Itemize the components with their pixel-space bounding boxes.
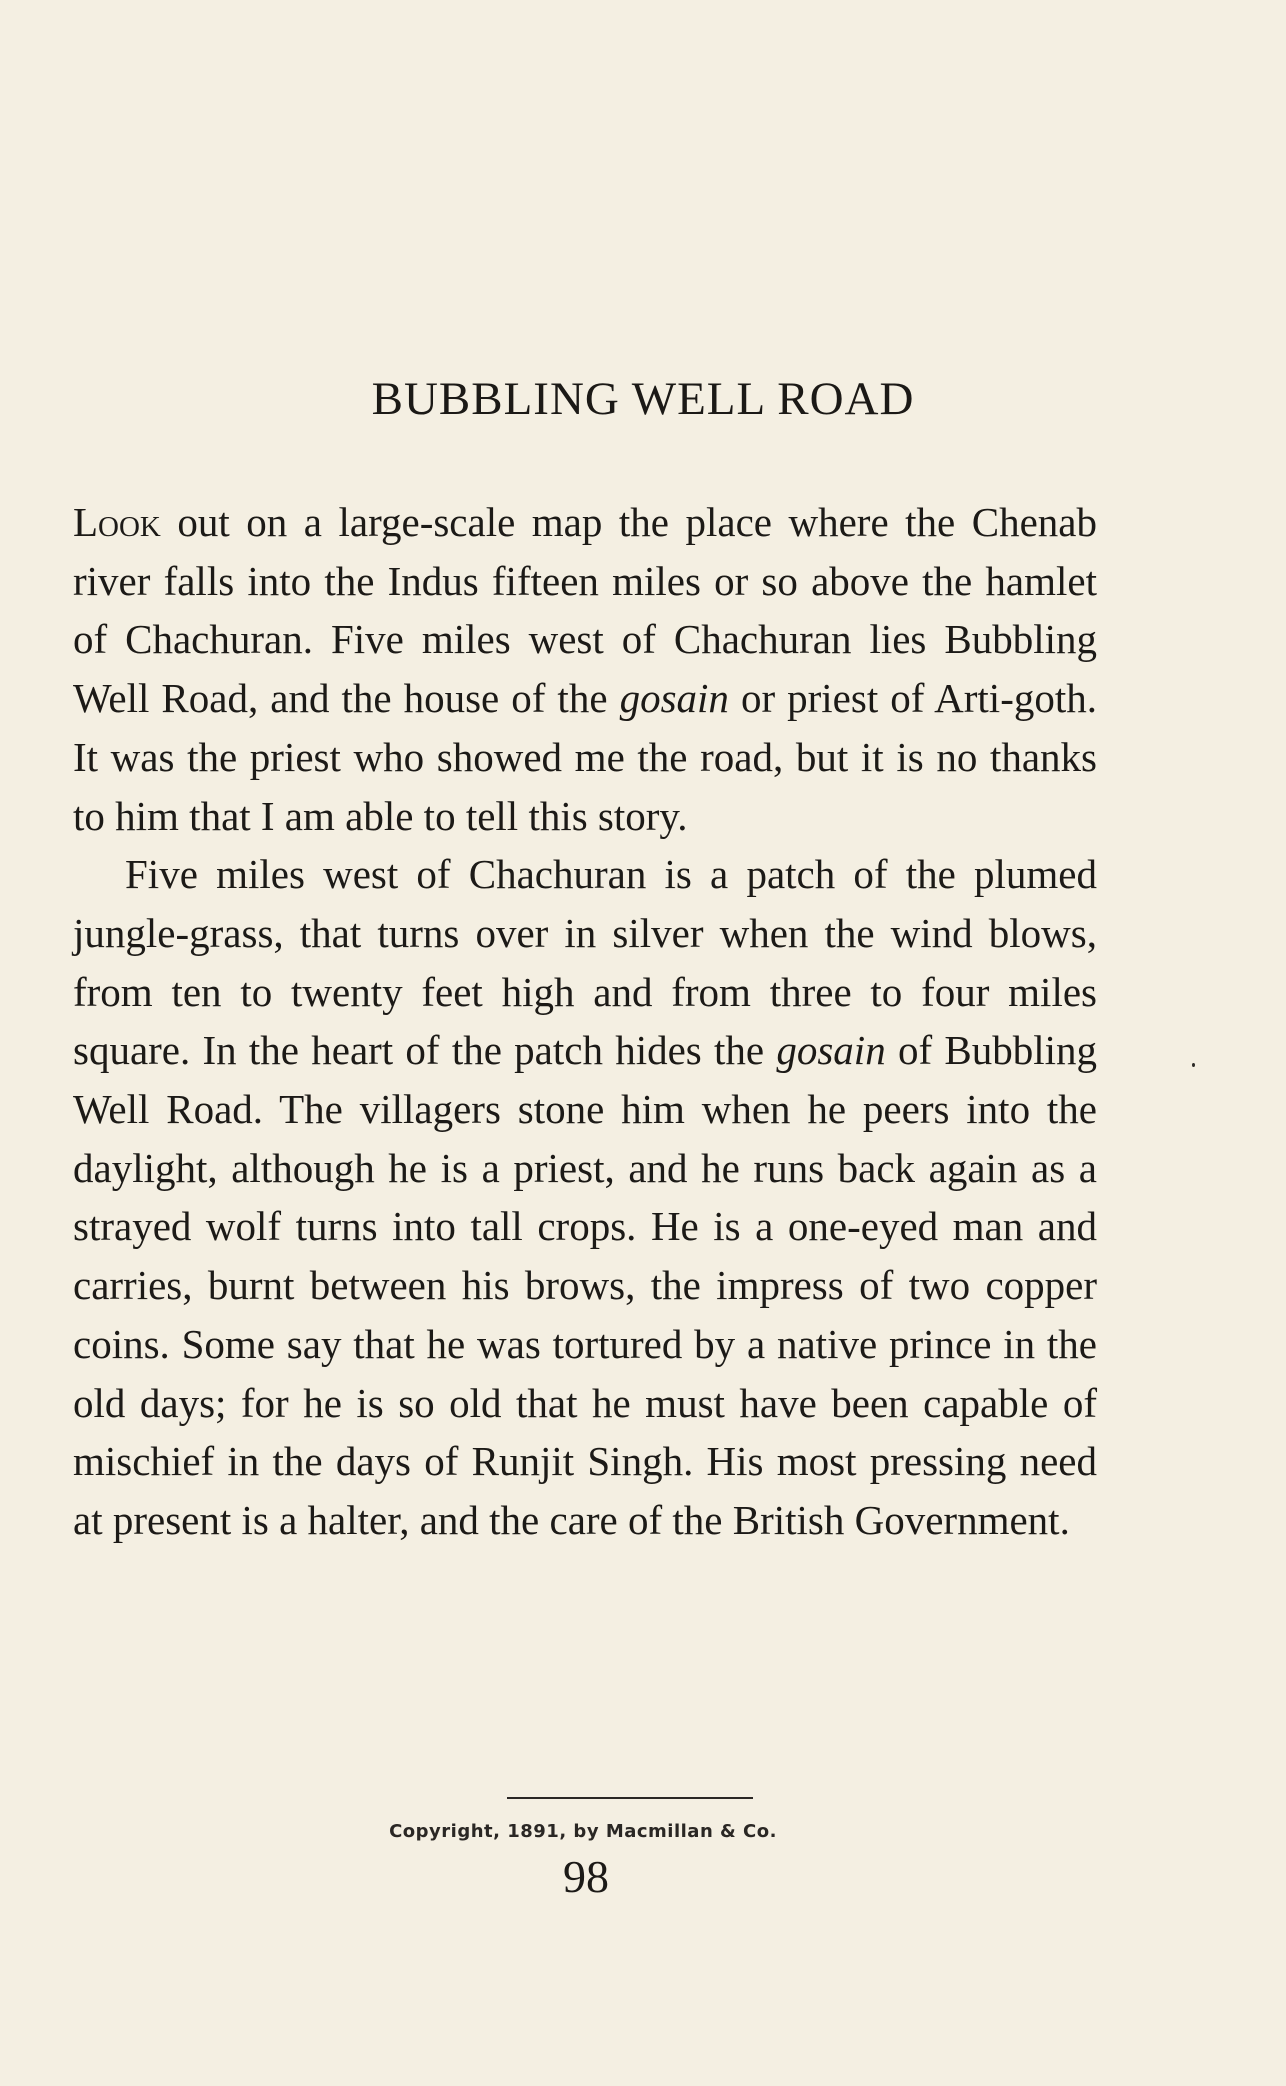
bleed-through-text <box>60 60 1110 118</box>
italic-word: gosain <box>776 1027 886 1074</box>
chapter-title: BUBBLING WELL ROAD <box>371 373 915 425</box>
paragraph-tail: or priest of Arti-goth. It was the priest who showed me the road, but it is no thanks to him that I am able to tell this story. <box>73 675 1097 839</box>
paragraph-lead: Look <box>73 499 161 545</box>
paragraph-tail: of Bubbling Well Road. The villagers stone him when he peers into the daylight, although he is a priest, and he runs back again as a strayed wolf turns into tall crops. He is a one-eyed man and carries, burnt between his brows, the impress of two copper coins. Some say that he was tortured by a native prince in the old days; for he is so old that he must have been capable of mischief in the days of Runjit Singh. His most pressing need at present is a halter, and the care of the British Government. <box>73 1027 1097 1543</box>
page-number: 98 <box>563 1851 609 1902</box>
paragraph-1 <box>73 493 1097 845</box>
ink-speck <box>1192 1063 1195 1067</box>
footnote-rule <box>507 1797 753 1799</box>
body-text <box>73 493 1097 1550</box>
italic-word: gosain <box>619 675 729 722</box>
paragraph-text: out on a large-scale map the place where the Chenab river falls into the Indus fifteen miles or so above the hamlet of Chachuran. Five miles west of Chachuran lies Bubbling Well Road, and the house of the <box>73 499 1097 722</box>
paragraph-2 <box>73 845 1097 1549</box>
paragraph-text: Five miles west of Chachuran is a patch of the plumed jungle-grass, that turns over in silver when the wind blows, from ten to twenty feet high and from three to four miles square. In the heart of the patch hides the <box>73 851 1097 1074</box>
copyright-notice: Copyright, 1891, by Macmillan & Co. <box>389 1821 777 1842</box>
